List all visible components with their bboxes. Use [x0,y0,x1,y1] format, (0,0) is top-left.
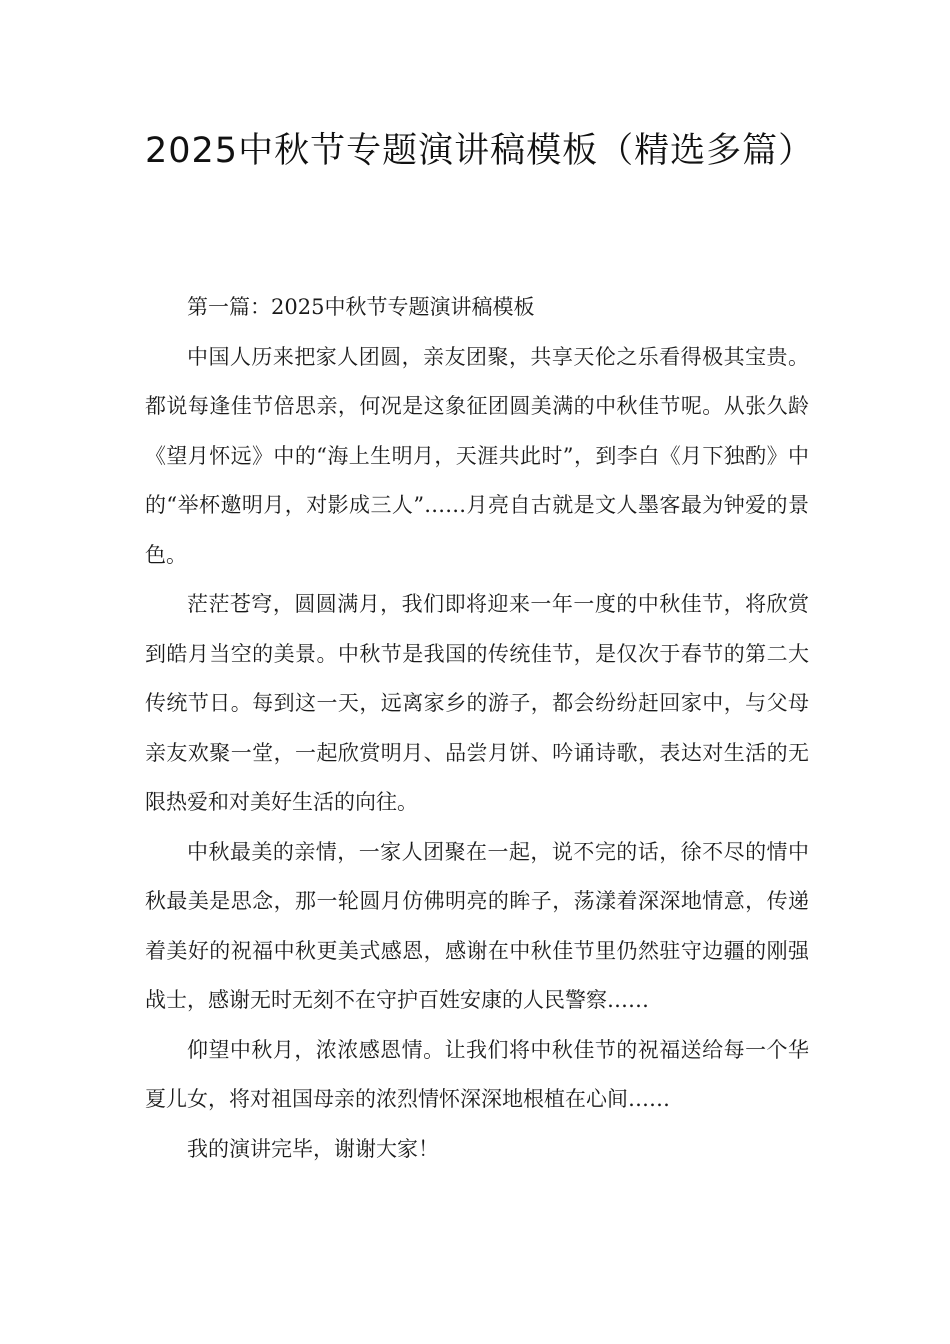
paragraph-3: 中秋最美的亲情，一家人团聚在一起，说不完的话，徐不尽的情中秋最美是思念，那一轮圆月仿佛明亮的眸子，荡漾着深深地情意，传递着美好的祝福中秋更美式感恩，感谢在中秋佳节里仍然驻守边疆的刚强战士，感谢无时无刻不在守护百姓安康的人民警察…… [145,839,809,1012]
document-body [145,283,809,1174]
section-heading: 第一篇：2025中秋节专题演讲稿模板 [187,295,535,319]
paragraph-1: 中国人历来把家人团圆，亲友团聚，共享天伦之乐看得极其宝贵。都说每逢佳节倍思亲，何况是这象征团圆美满的中秋佳节呢。从张久龄《望月怀远》中的“海上生明月，天涯共此时”，到李白《月下独酌》中的“举杯邀明月，对影成三人”……月亮自古就是文人墨客最为钟爱的景色。 [145,344,809,567]
paragraph-2: 茫茫苍穹，圆圆满月，我们即将迎来一年一度的中秋佳节，将欣赏到皓月当空的美景。中秋节是我国的传统佳节，是仅次于春节的第二大传统节日。每到这一天，远离家乡的游子，都会纷纷赶回家中，与父母亲友欢聚一堂，一起欣赏明月、品尝月饼、吟诵诗歌，表达对生活的无限热爱和对美好生活的向往。 [145,592,809,814]
paragraph-4: 仰望中秋月，浓浓感恩情。让我们将中秋佳节的祝福送给每一个华夏儿女，将对祖国母亲的浓烈情怀深深地根植在心间…… [145,1037,809,1111]
document-title: 2025中秋节专题演讲稿模板（精选多篇） [145,131,815,171]
paragraph-closing: 我的演讲完毕，谢谢大家！ [187,1136,439,1161]
